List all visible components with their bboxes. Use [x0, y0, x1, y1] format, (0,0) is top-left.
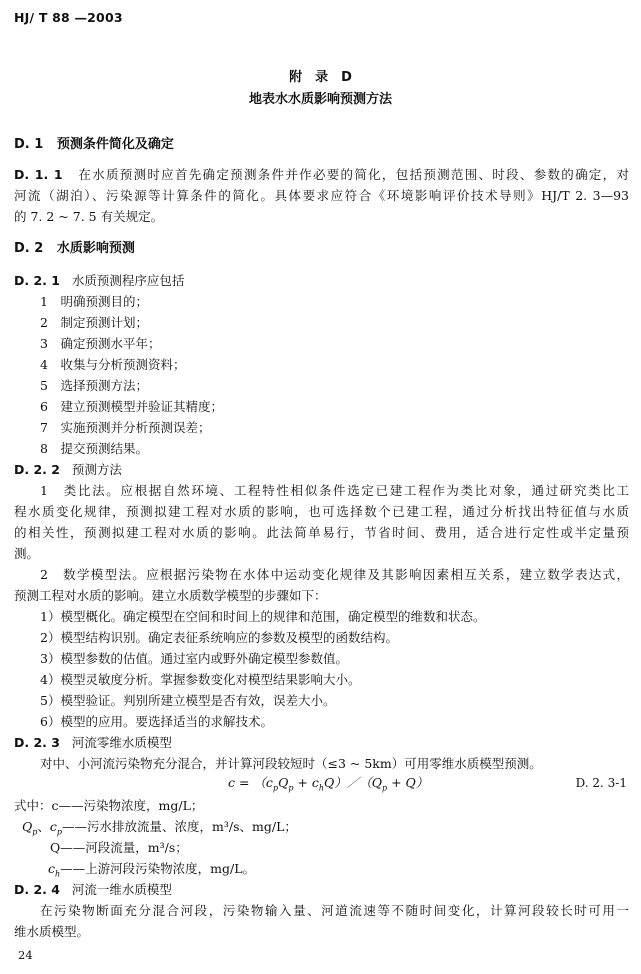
clause-number: D. 2. 2 [14, 462, 60, 477]
clause-number: D. 2. 3 [14, 735, 60, 750]
d11-line-2: 河流（湖泊）、污染源等计算条件的简化。具体要求应符合《环境影响评价技术导则》HJ/T 2. 3—93 [14, 188, 629, 203]
appendix-title: 附 录 D [289, 70, 352, 85]
d23-intro: 对中、小河流污染物充分混合，并计算河段较短时（≤3 ~ 5km）可用零维水质模型预测。 [40, 756, 542, 771]
d11-line-1: D. 1. 1 在水质预测时应首先确定预测条件并作必要的简化，包括预测范围、时段、参数的确定，对 [14, 167, 629, 182]
list-item: 7 实施预测并分析预测误差； [40, 420, 211, 435]
d21-heading: D. 2. 1 水质预测程序应包括 [14, 273, 185, 288]
def-qp-cp: $Q_p$、$c_p——$污水排放流量、浓度，m³/s、mg/L； [22, 819, 297, 837]
equation-label: D. 2. 3-1 [575, 776, 627, 790]
d24-line: 维水质模型。 [14, 924, 90, 939]
clause-number: D. 1. 1 [14, 167, 63, 182]
model-step: 4）模型灵敏度分析。掌握参数变化对模型结果影响大小。 [40, 672, 361, 687]
model-step: 6）模型的应用。要选择适当的求解技术。 [40, 714, 273, 729]
document-code: HJ/ T 88 —2003 [14, 10, 123, 25]
d22-p2-line: 预测工程对水质的影响。建立水质数学模型的步骤如下： [14, 588, 327, 603]
clause-number: D. 2. 1 [14, 273, 60, 288]
model-step: 5）模型验证。判别所建立模型是否有效，误差大小。 [40, 693, 336, 708]
d22-p1-line: 程水质变化规律，预测拟建工程对水质的影响，也可选择数个已建工程，通过分析找出特征值与水质 [14, 504, 629, 519]
model-step: 3）模型参数的估值。通过室内或野外确定模型参数值。 [40, 651, 348, 666]
d22-p1-line: 1 类比法。应根据自然环境、工程特性相似条件选定已建工程作为类比对象，通过研究类比工 [40, 483, 629, 498]
equation-d231: $c = (c_pQ_p$ + $c_hQ)/(Q_p + Q)$ [228, 775, 429, 793]
list-item: 4 收集与分析预测资料； [40, 357, 186, 372]
d22-p1-line: 的相关性，预测拟建工程对水质的影响。此法简单易行，节省时间、费用，适合进行定性或半定量预 [14, 525, 629, 540]
d22-heading: D. 2. 2 预测方法 [14, 462, 122, 477]
section-d2 [14, 240, 629, 258]
appendix-subtitle: 地表水水质影响预测方法 [248, 92, 392, 107]
list-item: 5 选择预测方法； [40, 378, 148, 393]
d24-line: 在污染物断面充分混合河段，污染物输入量、河道流速等不随时间变化，计算河段较长时可用一 [40, 903, 629, 918]
section-d1 [14, 136, 629, 154]
where-line: 式中：c——污染物浓度，mg/L； [14, 798, 204, 813]
list-item: 6 建立预测模型并验证其精度； [40, 399, 223, 414]
model-step: 2）模型结构识别。确定表征系统响应的参数及模型的函数结构。 [40, 630, 398, 645]
section-number: D. 1 [14, 137, 44, 152]
list-item: 3 确定预测水平年； [40, 336, 161, 351]
page-number: 24 [18, 948, 33, 962]
section-title: 水质影响预测 [56, 241, 135, 256]
d11-line-3: 的 7. 2 ~ 7. 5 有关规定。 [14, 209, 164, 224]
section-number: D. 2 [14, 241, 44, 256]
list-item: 1 明确预测目的； [40, 294, 148, 309]
list-item: 2 制定预测计划； [40, 315, 148, 330]
d23-heading: D. 2. 3 河流零维水质模型 [14, 735, 172, 750]
clause-number: D. 2. 4 [14, 882, 60, 897]
list-item: 8 提交预测结果。 [40, 441, 148, 456]
d24-heading: D. 2. 4 河流一维水质模型 [14, 882, 172, 897]
d22-p1-line: 测。 [14, 546, 40, 561]
def-ch: $c_h——$上游河段污染物浓度，mg/L。 [48, 861, 256, 879]
model-step: 1）模型概化。确定模型在空间和时间上的规律和范围，确定模型的维数和状态。 [40, 609, 486, 624]
def-Q: Q——河段流量，m³/s； [50, 840, 188, 855]
d22-p2-line: 2 数学模型法。应根据污染物在水体中运动变化规律及其影响因素相互关系，建立数学表达式， [40, 567, 629, 582]
section-title: 预测条件简化及确定 [56, 137, 174, 152]
